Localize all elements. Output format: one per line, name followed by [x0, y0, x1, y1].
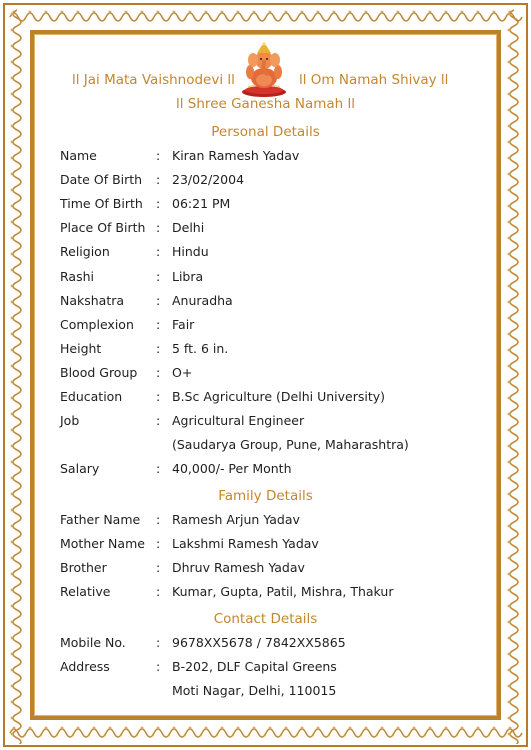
detail-row: [60, 461, 480, 481]
detail-colon: :: [156, 659, 161, 674]
detail-colon: :: [156, 560, 161, 575]
detail-colon: :: [156, 148, 161, 163]
detail-value: Moti Nagar, Delhi, 110015: [172, 683, 337, 698]
detail-value: B.Sc Agriculture (Delhi University): [172, 389, 386, 404]
detail-row: [60, 196, 480, 216]
detail-value: Agricultural Engineer: [172, 413, 305, 429]
family-details-title: Family Details: [218, 488, 313, 504]
detail-colon: :: [156, 389, 161, 404]
detail-value: Lakshmi Ramesh Yadav: [172, 536, 319, 551]
contact-details-title: Contact Details: [213, 611, 318, 627]
detail-label: Rashi: [60, 268, 94, 284]
detail-row: [60, 220, 480, 240]
detail-row: [60, 317, 480, 337]
detail-label: Date Of Birth: [60, 172, 143, 188]
detail-row: [60, 365, 480, 385]
header-center-text: ll Shree Ganesha Namah ll: [176, 96, 355, 112]
detail-value: Anuradha: [172, 292, 233, 308]
detail-value: B-202, DLF Capital Greens: [172, 659, 337, 674]
detail-row: [60, 172, 480, 192]
detail-label: Mother Name: [60, 536, 145, 551]
detail-value: 23/02/2004: [172, 172, 245, 188]
detail-row: [60, 659, 480, 679]
detail-row: [60, 148, 480, 168]
detail-colon: :: [156, 413, 161, 429]
ornament-border-left: [6, 6, 28, 744]
detail-label: Education: [60, 389, 123, 404]
detail-colon: :: [156, 316, 161, 332]
detail-value: Fair: [172, 316, 195, 332]
detail-value: Kiran Ramesh Yadav: [172, 148, 300, 163]
detail-row: [60, 512, 480, 532]
header-left-text: ll Jai Mata Vaishnodevi ll: [72, 72, 235, 88]
detail-row: [60, 584, 480, 604]
detail-label: Blood Group: [60, 364, 138, 380]
detail-value: 5 ft. 6 in.: [172, 340, 229, 356]
detail-label: Nakshatra: [60, 292, 125, 308]
detail-row: [60, 560, 480, 580]
detail-label: Father Name: [60, 512, 141, 527]
detail-value: (Saudarya Group, Pune, Maharashtra): [172, 437, 409, 453]
detail-row: [60, 413, 480, 433]
detail-value: Delhi: [172, 220, 205, 236]
detail-label: Height: [60, 340, 102, 356]
detail-row: [60, 437, 480, 457]
detail-label: Salary: [60, 461, 100, 477]
detail-row: [60, 269, 480, 289]
detail-label: Name: [60, 148, 97, 163]
detail-colon: :: [156, 292, 161, 308]
detail-label: Religion: [60, 244, 110, 260]
detail-colon: :: [156, 340, 161, 356]
ornament-border-right: [503, 6, 525, 744]
detail-row: [60, 341, 480, 361]
detail-colon: :: [156, 512, 161, 527]
detail-value: Kumar, Gupta, Patil, Mishra, Thakur: [172, 584, 394, 599]
detail-row: [60, 536, 480, 556]
detail-value: Libra: [172, 268, 204, 284]
detail-value: Dhruv Ramesh Yadav: [172, 560, 305, 575]
detail-row: [60, 635, 480, 655]
detail-colon: :: [156, 196, 161, 212]
detail-colon: :: [156, 172, 161, 188]
detail-row: [60, 293, 480, 313]
ornament-border-top: [6, 6, 525, 28]
detail-label: Mobile No.: [60, 635, 126, 650]
personal-details-title: Personal Details: [211, 124, 320, 140]
detail-colon: :: [156, 364, 161, 380]
detail-label: Place Of Birth: [60, 220, 146, 236]
detail-colon: :: [156, 536, 161, 551]
detail-colon: :: [156, 268, 161, 284]
header-right-text: ll Om Namah Shivay ll: [299, 72, 449, 88]
detail-colon: :: [156, 461, 161, 477]
detail-label: Address: [60, 659, 110, 674]
detail-label: Job: [60, 413, 80, 429]
detail-label: Complexion: [60, 316, 134, 332]
detail-value: Ramesh Arjun Yadav: [172, 512, 300, 527]
detail-value: O+: [172, 364, 193, 380]
detail-row: [60, 683, 480, 703]
ornament-border-bottom: [6, 722, 525, 744]
detail-colon: :: [156, 244, 161, 260]
detail-label: Relative: [60, 584, 111, 599]
detail-row: [60, 244, 480, 264]
detail-colon: :: [156, 635, 161, 650]
detail-row: [60, 389, 480, 409]
ganesha-icon: [238, 40, 290, 98]
detail-colon: :: [156, 220, 161, 236]
detail-value: 40,000/- Per Month: [172, 461, 292, 477]
detail-label: Brother: [60, 560, 107, 575]
detail-value: 06:21 PM: [172, 196, 231, 212]
detail-value: Hindu: [172, 244, 209, 260]
detail-label: Time Of Birth: [60, 196, 143, 212]
detail-value: 9678XX5678 / 7842XX5865: [172, 635, 346, 650]
detail-colon: :: [156, 584, 161, 599]
